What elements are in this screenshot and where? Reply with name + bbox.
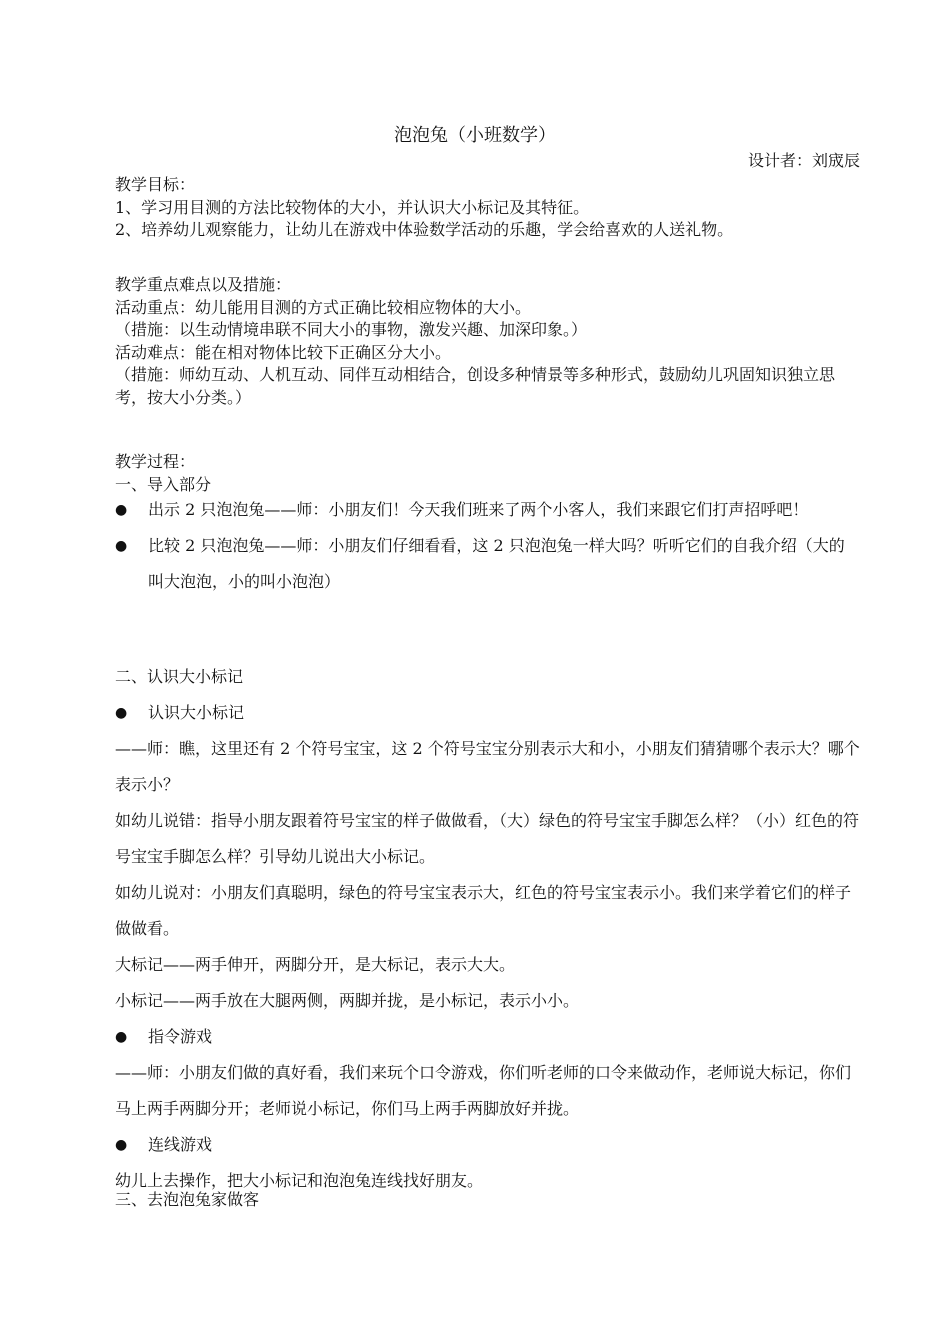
list-item-text: 出示 2 只泡泡兔——师：小朋友们！今天我们班来了两个小客人，我们来跟它们打声招呼吧！ [148,500,809,519]
body-paragraph: ——师：小朋友们做的真好看，我们来玩个口令游戏，你们听老师的口令来做动作，老师说大标记，你们马上两手两脚分开；老师说小标记，你们马上两手两脚放好并拢。 [115,1063,852,1118]
section2 [115,659,860,1199]
body-paragraph: 幼儿上去操作，把大小标记和泡泡兔连线找好朋友。 [115,1171,484,1190]
list-item [115,1127,860,1163]
section1-bullets [115,492,860,600]
process-heading: 教学过程： [115,452,196,471]
body-paragraph: 如幼儿说对：小朋友们真聪明，绿色的符号宝宝表示大，红色的符号宝宝表示小。我们来学着它们的样子做做看。 [115,883,852,938]
goals-section [115,174,860,242]
section1-heading: 一、导入部分 [115,474,212,494]
bullet-icon: ● [115,705,128,721]
bullet-icon: ● [115,502,128,518]
list-item-text: 比较 2 只泡泡兔——师：小朋友们仔细看看，这 2 只泡泡兔一样大吗？听听它们的自我介绍（大的叫大泡泡，小的叫小泡泡） [148,536,845,591]
process-heading-block [115,451,860,496]
key-point-line: （措施：师幼互动、人机互动、同伴互动相结合，创设多种情景等多种形式，鼓励幼儿巩固知识独立思考，按大小分类。） [115,365,836,407]
key-points-heading: 教学重点难点以及措施： [115,275,292,294]
body-paragraph: 小标记——两手放在大腿两侧，两脚并拢，是小标记，表示小小。 [115,991,580,1010]
list-item-text: 认识大小标记 [148,703,245,722]
key-point-line: （措施：以生动情境串联不同大小的事物，激发兴趣、加深印象。） [115,320,588,340]
author-line: 设计者：刘宬辰 [747,151,860,170]
bullet-icon: ● [115,1137,128,1153]
document-title: 泡泡兔（小班数学） [394,125,556,146]
section3 [115,1189,860,1212]
key-point-line: 活动重点：幼儿能用目测的方式正确比较相应物体的大小。 [115,297,532,317]
list-item [115,528,860,600]
list-item [115,695,860,731]
list-item-text: 指令游戏 [148,1027,213,1046]
list-item [115,1019,860,1055]
goal-item: 2、培养幼儿观察能力，让幼儿在游戏中体验数学活动的乐趣，学会给喜欢的人送礼物。 [115,220,734,240]
list-item-text: 连线游戏 [148,1135,213,1154]
body-paragraph: 大标记——两手伸开，两脚分开，是大标记，表示大大。 [115,955,516,974]
section2-heading: 二、认识大小标记 [115,667,244,686]
body-paragraph: 如幼儿说错：指导小朋友跟着符号宝宝的样子做做看，（大）绿色的符号宝宝手脚怎么样？（小）红色的符号宝宝手脚怎么样？引导幼儿说出大小标记。 [115,811,860,866]
bullet-icon: ● [115,538,128,554]
list-item [115,492,860,528]
key-points-section [115,274,860,410]
body-paragraph: ——师：瞧，这里还有 2 个符号宝宝，这 2 个符号宝宝分别表示大和小，小朋友们猜猜哪个表示大？哪个表示小？ [115,739,860,794]
bullet-icon: ● [115,1029,128,1045]
section3-heading: 三、去泡泡兔家做客 [115,1190,260,1209]
goal-item: 1、学习用目测的方法比较物体的大小，并认识大小标记及其特征。 [115,197,590,217]
goals-heading: 教学目标： [115,175,196,194]
key-point-line: 活动难点：能在相对物体比较下正确区分大小。 [115,342,452,362]
